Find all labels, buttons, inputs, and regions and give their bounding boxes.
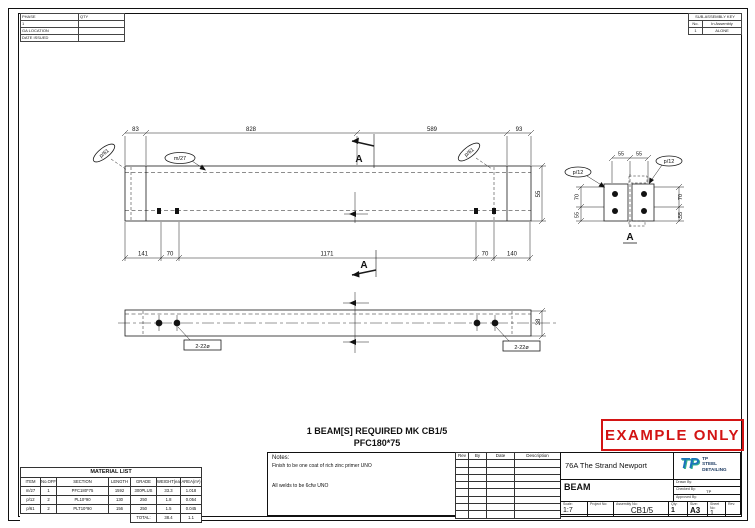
cell: 1.018 (181, 487, 202, 496)
revision-table (455, 452, 561, 519)
sheet-no-value: 1 (710, 510, 714, 517)
qty-label: QTY (79, 14, 125, 21)
plan-centerline-mark (344, 192, 368, 223)
plan-dim-828: 828 (245, 127, 257, 133)
material-row-p12 (21, 496, 202, 505)
plan-beam-outline (125, 166, 531, 221)
plan-bolt-marks (157, 208, 496, 214)
plan-dim-70-right: 70 (481, 251, 489, 258)
approved-by-label: Approved By: (676, 494, 698, 499)
col-area: AREA(m²) (181, 478, 202, 487)
col-nooff: No.OFF (41, 478, 57, 487)
plate-label-right-text: p/61 (463, 147, 476, 159)
logo-text (702, 456, 726, 472)
cell: 2 (41, 496, 57, 505)
rev-col: Rev (456, 453, 469, 460)
section-bolts (612, 191, 647, 214)
section-flange-bottom (629, 221, 645, 226)
drawn-by-value: TP (706, 489, 712, 494)
drawn-by-label: Drawn By: (676, 480, 693, 484)
section-letter-bottom: A (360, 260, 368, 271)
revision-empty-row (456, 489, 561, 496)
cell: PL10*90 (57, 496, 109, 505)
col-item: ITEM (21, 478, 41, 487)
drawing-title: BEAM (564, 482, 591, 492)
notes-box (267, 452, 456, 516)
example-only-text: EXAMPLE ONLY (605, 426, 740, 444)
rev-cell-label: Rev: (728, 502, 736, 506)
scale-label: Scale: (563, 502, 573, 506)
material-list-title: MATERIAL LIST (21, 468, 202, 478)
holes-callout-left-text: 2-22ø (195, 343, 210, 350)
plan-dim-55: 55 (536, 190, 542, 198)
revision-empty-row (456, 474, 561, 481)
cell: 0.054 (181, 496, 202, 505)
cell: 2 (41, 505, 57, 514)
col-length: LENGTH (109, 478, 131, 487)
plan-dim-70-left: 70 (166, 251, 174, 258)
cell: 250 (131, 505, 157, 514)
subassembly-no-label: No. (689, 21, 703, 28)
by-col: By (469, 453, 487, 460)
sheet-no-label: Sheet No: (710, 502, 720, 510)
revision-empty-row (456, 467, 561, 474)
size-value: A3 (690, 505, 701, 515)
revision-empty-row (456, 511, 561, 518)
cell: m/27 (21, 487, 41, 496)
company-logo (674, 453, 742, 472)
title-block (560, 452, 741, 515)
cell: PLT10*90 (57, 505, 109, 514)
subassembly-title: SUB-ASSEMBLY KEY (689, 14, 742, 21)
date-col: Date (487, 453, 515, 460)
material-header-row (21, 478, 202, 487)
section-view (565, 155, 684, 243)
col-grade: GRADE (131, 478, 157, 487)
elevation-view (118, 292, 556, 353)
phase-value: 1 (21, 21, 79, 28)
total-area: 1.1 (181, 514, 202, 523)
section-dim-55a: 55 (617, 151, 625, 158)
project-name: 76A The Strand Newport (565, 461, 647, 470)
subassembly-no-value: 1 (689, 28, 703, 35)
logo-line3: DETAILING (702, 466, 727, 472)
assembly-no-value: CB1/5 (630, 505, 654, 515)
material-list-table (20, 467, 202, 523)
cell: 1 (41, 487, 57, 496)
ga-location-label: GA LOCATION (21, 28, 79, 35)
scale-value: 1:7 (563, 506, 573, 514)
cell: 1.8 (157, 496, 181, 505)
qty-cell-value: 1 (671, 506, 675, 514)
date-issued-label: DATE ISSUED (21, 35, 79, 42)
cell: p/12 (21, 496, 41, 505)
section-dim-55b: 55 (635, 151, 643, 158)
notes-title: Notes: (272, 455, 290, 461)
assembly-no-label: Assembly No: (616, 502, 638, 506)
total-label: TOTAL: (131, 514, 157, 523)
cell: 300PLUS (131, 487, 157, 496)
section-plate-label-right-text: p/12 (663, 159, 675, 165)
revision-empty-row (456, 496, 561, 503)
section-letter-top: A (355, 154, 363, 165)
cell: 130 (109, 496, 131, 505)
col-weight: WEIGHT(ea) (157, 478, 181, 487)
section-dim-left-55: 55 (574, 211, 581, 219)
member-label-text: m/27 (173, 156, 187, 162)
cell: p/61 (21, 505, 41, 514)
plan-dim-1171: 1171 (320, 251, 334, 258)
tp-logo-icon: TP (680, 455, 700, 473)
revision-header-row (456, 453, 561, 460)
section-dim-right-70: 70 (678, 193, 684, 201)
qty-cell-label: Qty: (671, 502, 678, 506)
revision-empty-row (456, 504, 561, 511)
plan-dim-93: 93 (515, 127, 523, 133)
logo-line1: TP (702, 456, 709, 461)
cell: 250 (131, 496, 157, 505)
elevation-dim-38: 38 (536, 318, 542, 326)
material-row-p61 (21, 505, 202, 514)
subassembly-inassembly-label: In Assembly (703, 21, 742, 28)
size-label: Size: (690, 502, 698, 506)
section-plate-left (604, 184, 628, 221)
notes-line1: Finish to be one coat of rich zinc primer UNO (272, 463, 372, 469)
plan-dim-141: 141 (137, 251, 149, 258)
project-no-label: Project No: (590, 502, 608, 506)
section-flange-top (629, 176, 647, 183)
total-weight: 38.4 (157, 514, 181, 523)
example-only-stamp (601, 419, 744, 451)
plan-dim-140: 140 (506, 251, 518, 258)
section-title-letter: A (626, 232, 634, 243)
description-col: Description (515, 453, 561, 460)
logo-line2: STEEL (702, 461, 717, 467)
cell: PFC180*75 (57, 487, 109, 496)
material-title-row (21, 468, 202, 478)
material-row-m27 (21, 487, 202, 496)
cell: 33.3 (157, 487, 181, 496)
section-dim-right-55: 55 (678, 211, 684, 219)
notes-line2: All welds to be 6cfw UNO (272, 483, 329, 489)
revision-empty-row (456, 482, 561, 489)
plan-dim-589: 589 (426, 127, 438, 133)
cell: 1.5 (157, 505, 181, 514)
col-section: SECTION (57, 478, 109, 487)
phase-label: PHASE (21, 14, 79, 21)
material-total-row (21, 514, 202, 523)
plan-dim-83: 83 (132, 127, 139, 133)
required-note-line2: PFC180*75 (353, 438, 401, 448)
plan-view (91, 130, 546, 278)
required-note-line1: 1 BEAM[S] REQUIRED MK CB1/5 (306, 426, 448, 436)
holes-callout-right-text: 2-22ø (514, 344, 529, 351)
cell: 156 (109, 505, 131, 514)
elevation-centerline-mark (343, 292, 369, 353)
section-dim-left-70: 70 (574, 193, 581, 201)
section-top-dimension (609, 155, 651, 183)
revision-empty-row (456, 460, 561, 467)
subassembly-inassembly-value: ALONE (703, 28, 742, 35)
checked-by-label: Checked By: (676, 487, 696, 492)
plate-label-left-text: p/61 (98, 148, 111, 160)
section-plate-right (632, 184, 654, 221)
cell: 1592 (109, 487, 131, 496)
cell: 0.045 (181, 505, 202, 514)
section-plate-label-left-text: p/12 (572, 170, 584, 176)
